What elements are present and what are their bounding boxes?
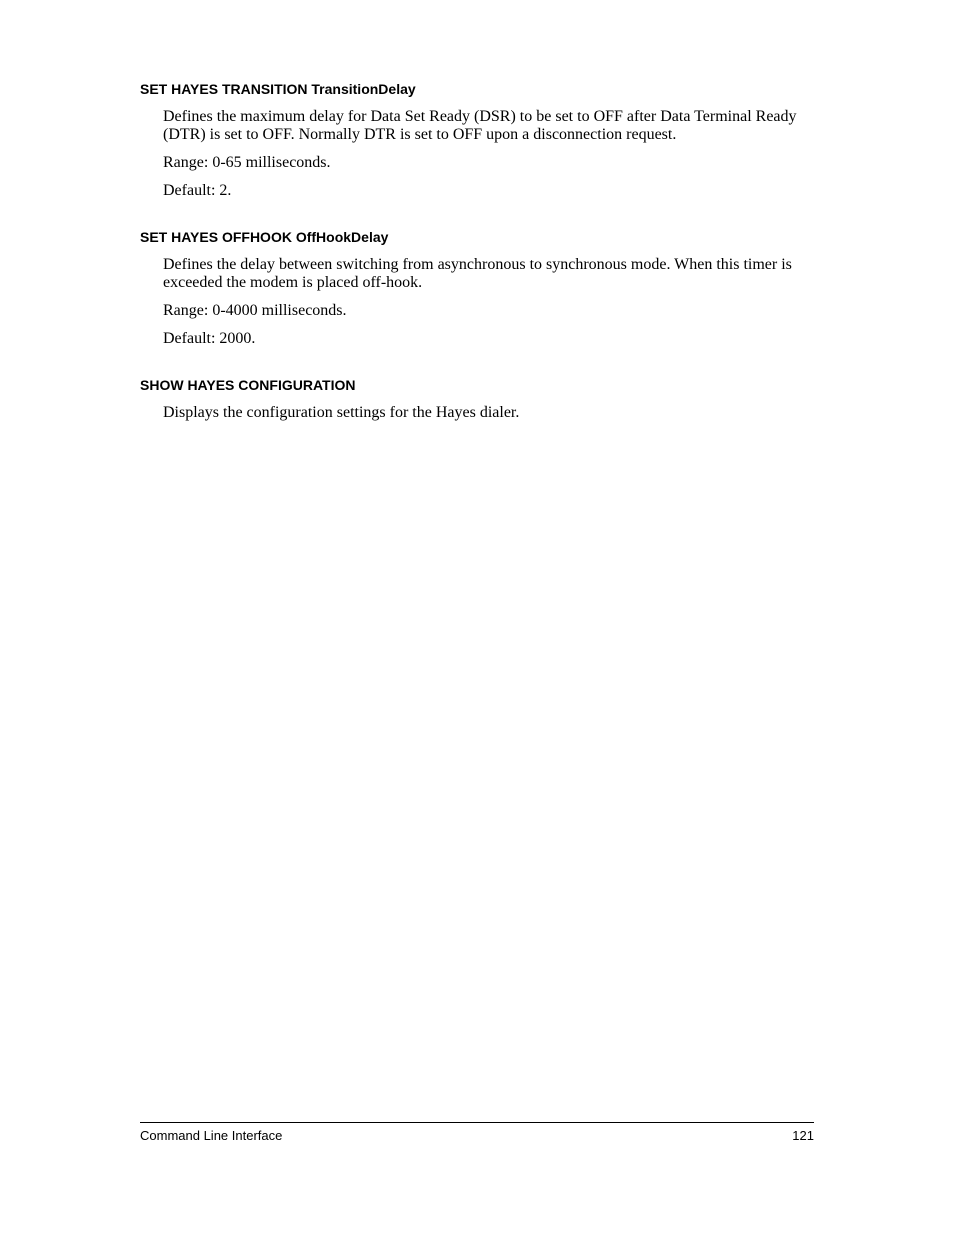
section-range: Range: 0-4000 milliseconds. bbox=[163, 302, 347, 319]
page-number: 121 bbox=[792, 1128, 814, 1143]
section-heading: SET HAYES OFFHOOK OffHookDelay bbox=[140, 229, 389, 245]
footer-title: Command Line Interface bbox=[140, 1128, 283, 1143]
section-set-hayes-transition bbox=[140, 80, 814, 200]
section-set-hayes-offhook bbox=[140, 228, 814, 348]
section-paragraph: Defines the maximum delay for Data Set Ready (DSR) to be set to OFF after Data Terminal Ready (DTR) is set to OFF. Normally DTR is set to OFF upon a disconnection request. bbox=[163, 108, 797, 143]
footer-divider bbox=[140, 1122, 814, 1123]
section-default: Default: 2000. bbox=[163, 330, 256, 347]
section-default: Default: 2. bbox=[163, 182, 232, 199]
section-heading: SET HAYES TRANSITION TransitionDelay bbox=[140, 81, 416, 97]
section-show-hayes-configuration bbox=[140, 376, 814, 422]
section-range: Range: 0-65 milliseconds. bbox=[163, 154, 331, 171]
section-paragraph: Displays the configuration settings for the Hayes dialer. bbox=[163, 404, 520, 421]
section-heading: SHOW HAYES CONFIGURATION bbox=[140, 377, 356, 393]
section-paragraph: Defines the delay between switching from asynchronous to synchronous mode. When this timer is exceeded the modem is placed off-hook. bbox=[163, 256, 792, 291]
